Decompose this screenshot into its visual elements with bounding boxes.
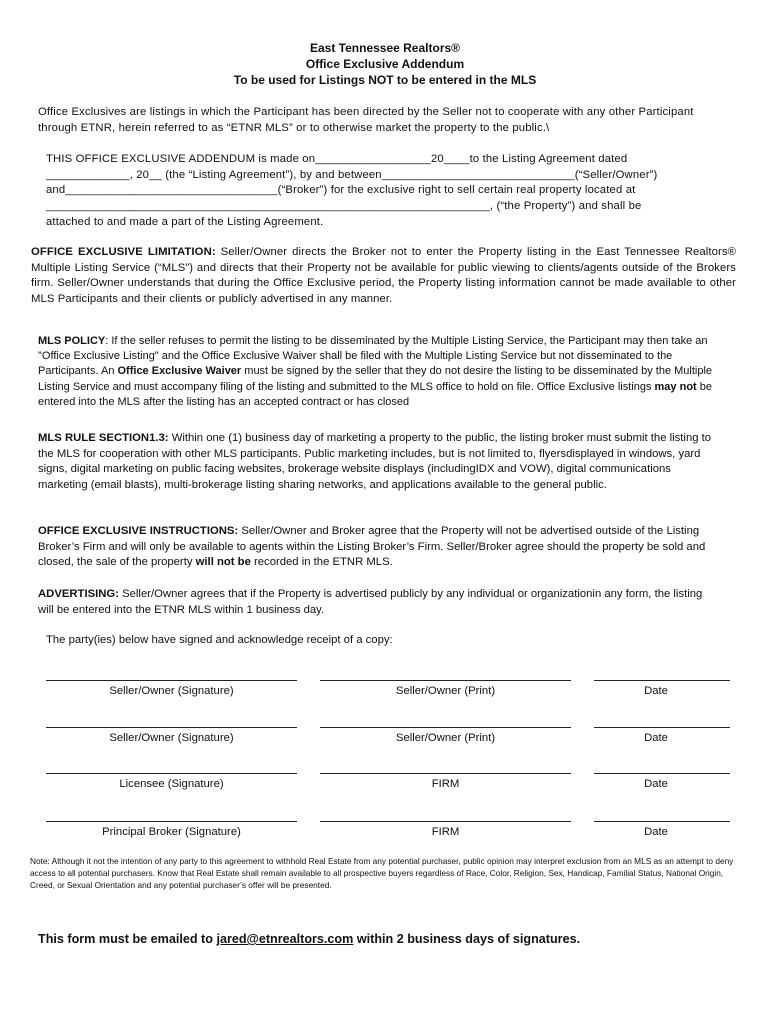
addendum-date-line: THIS OFFICE EXCLUSIVE ADDENDUM is made on__________________20____to the Listing Agreement dated [46,153,628,165]
seller-print-label-2: Seller/Owner (Print) [395,732,496,744]
mls-policy-may-not: may not [654,380,697,393]
date-label-2: Date [644,732,668,744]
instructions-section [38,524,728,571]
firm-label-2: FIRM [431,826,460,838]
licensee-signature-label: Licensee (Signature) [119,778,224,790]
rule-section-text: Within one (1) business day of marketing a property to the public, the listing broker must submit the listing to the MLS for cooperation with other MLS participants. Public marketing includes, but is not limited to, flyersdisplayed in windows, yard signs, digital marketing on public facing websites, brokerage website displays (includingIDX and VOW), digital communications marketing (email blasts), multi-brokerage listing sharing networks, and applications available to the general public. [38,432,712,491]
parties-acknowledgement: The party(ies) below have signed and acknowledge receipt of a copy: [46,634,393,646]
intro-paragraph: Office Exclusives are listings in which the Participant has been directed by the Seller not to cooperate with any other Participant through ETNR, herein referred to as “ETNR MLS” or to otherwise market the property to the public.\ [38,106,694,134]
principal-broker-signature-line[interactable] [46,821,297,822]
mls-policy-waiver: Office Exclusive Waiver [117,365,242,378]
date-label-1: Date [644,685,668,697]
seller-signature-line-2[interactable] [46,727,297,728]
date-line-2[interactable] [594,727,730,728]
form-subtitle: To be used for Listings NOT to be entered in the MLS [233,73,537,87]
mls-policy-text-3: be entered into the MLS after the listing has an accepted contract or has closed [38,380,713,408]
advertising-text: Seller/Owner agrees that if the Property is advertised publicly by any individual or organizationin any form, the listing will be entered into the ETNR MLS within 1 business day. [38,588,703,616]
org-title: East Tennessee Realtors® [309,41,461,55]
seller-print-line-1[interactable] [320,680,571,681]
email-instruction-prefix: This form must be emailed to [38,932,217,946]
seller-signature-label-1: Seller/Owner (Signature) [109,685,234,697]
limitation-text: Seller/Owner directs the Broker not to enter the Property listing in the East Tennessee Realtors® Multiple Listing Service (“MLS”) and directs that their Property not be available for public viewing to clients/agents outside of the Brokers firm. Seller/Owner understands that during the Office Exclusive period, the Property listing information cannot be made available to other MLS Participants and their clients or publicly advertised in any manner. [31,246,736,305]
limitation-section [31,245,736,307]
seller-signature-label-2: Seller/Owner (Signature) [109,732,234,744]
mls-policy-text-2: must be signed by the seller that they do not desire the listing to be disseminated by the Multiple Listing Service and must accompany filing of the listing and submitted to the MLS office to hold on file. Office Exclusive listings [38,365,713,393]
attached-line: attached to and made a part of the Listing Agreement. [46,216,324,228]
seller-signature-line-1[interactable] [46,680,297,681]
seller-print-label-1: Seller/Owner (Print) [395,685,496,697]
instructions-text-1: Seller/Owner and Broker agree that the Property will not be advertised outside of the Listing Broker’s Firm and will only be available to agents within the Listing Broker’s Firm. Seller/Broker agree should the property be sold and closed, the sale of the property [38,525,706,569]
date-line-4[interactable] [594,821,730,822]
instructions-text-2: recorded in the ETNR MLS. [250,556,393,569]
listing-agreement-line: _____________, 20__ (the “Listing Agreement”), by and between______________________________(“Seller/Owner”) [46,169,658,181]
advertising-heading: ADVERTISING: [38,588,119,600]
mls-policy-heading: MLS POLICY [38,335,106,347]
mls-policy-text-1: : If the seller refuses to permit the listing to be disseminated by the Multiple Listing Service, the Participant may then take an "Office Exclusive Listing" and the Office Exclusive Waiver shall be filed with the Multiple Listing Service but not disseminated to the Participants. An [38,335,708,378]
fair-housing-note: Note: Although it not the intention of any party to this agreement to withhold Real Estate from any potential purchaser, public opinion may interpret exclusion from an MLS as an attempt to deny access to all potential purchasers. Know that Real Estate shall remain available to all prospective buyers regardless of Race, Color, Religion, Sex, Handicap, Familial Status, National Origin, Creed, or Sexual Orientation and any potential purchaser’s offer will be presented. [30,856,734,890]
email-instruction [38,931,580,947]
date-label-4: Date [644,826,668,838]
email-instruction-suffix: within 2 business days of signatures. [353,932,581,946]
advertising-section [38,587,710,618]
firm-line-1[interactable] [320,773,571,774]
property-line: _____________________________________________________________________, (“the Property”) and shall be [46,200,642,212]
licensee-signature-line[interactable] [46,773,297,774]
form-title: Office Exclusive Addendum [305,57,465,71]
limitation-heading: OFFICE EXCLUSIVE LIMITATION: [31,246,216,258]
principal-broker-signature-label: Principal Broker (Signature) [102,826,241,838]
seller-print-line-2[interactable] [320,727,571,728]
date-label-3: Date [644,778,668,790]
instructions-will-not-be: will not be [195,556,251,569]
mls-policy-section [38,334,728,410]
date-line-1[interactable] [594,680,730,681]
broker-line: and_________________________________(“Broker”) for the exclusive right to sell certain real property located at [46,184,636,196]
date-line-3[interactable] [594,773,730,774]
instructions-heading: OFFICE EXCLUSIVE INSTRUCTIONS: [38,525,239,537]
rule-section-heading: MLS RULE SECTION1.3: [38,432,169,444]
email-link[interactable]: jared@etnrealtors.com [216,932,354,946]
firm-line-2[interactable] [320,821,571,822]
rule-section [38,431,718,493]
firm-label-1: FIRM [431,778,460,790]
